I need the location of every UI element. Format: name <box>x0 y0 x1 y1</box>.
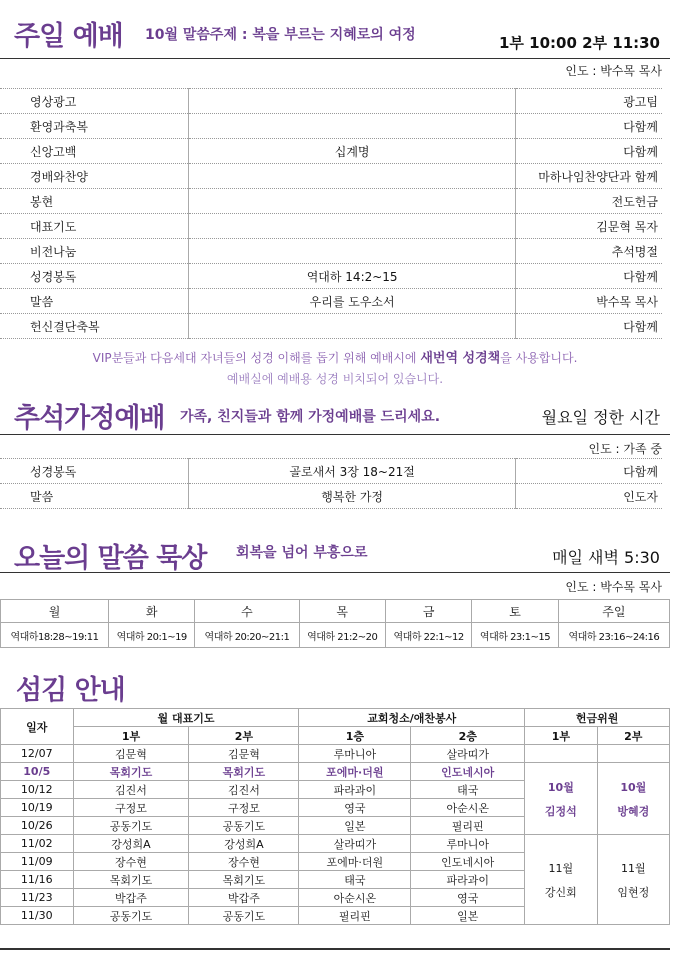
bible-note-bold: 새번역 성경책 <box>420 351 501 366</box>
prayer-2bu: 장수현 <box>189 853 299 871</box>
prayer-1bu: 공동기도 <box>73 817 189 835</box>
duty-date: 10/19 <box>1 799 74 817</box>
clean-1f: 루마니아 <box>299 745 411 763</box>
order-content <box>189 214 516 239</box>
meditation-day: 수 <box>195 600 299 623</box>
duty-date: 10/26 <box>1 817 74 835</box>
header-clean-2f: 2층 <box>411 727 525 745</box>
order-label: 말씀 <box>0 484 189 509</box>
header-prayer: 월 대표기도 <box>73 709 299 727</box>
offering-name: 방혜경 <box>617 804 650 818</box>
duty-row <box>1 745 670 763</box>
prayer-1bu: 목회기도 <box>73 763 189 781</box>
duty-table <box>0 708 670 925</box>
prayer-1bu: 김진서 <box>73 781 189 799</box>
offering-empty <box>597 745 669 763</box>
order-row <box>0 289 662 314</box>
sunday-time: 1부 10:00 2부 11:30 <box>498 34 660 52</box>
prayer-2bu: 박갑주 <box>189 889 299 907</box>
order-label: 비전나눔 <box>0 239 189 264</box>
order-row <box>0 459 662 484</box>
order-leader: 인도자 <box>516 484 662 509</box>
offering-month: 10월 <box>620 780 647 794</box>
order-label: 환영과축복 <box>0 114 189 139</box>
prayer-1bu: 공동기도 <box>73 907 189 925</box>
order-label: 경배와찬양 <box>0 164 189 189</box>
offering-name: 김정석 <box>544 804 577 818</box>
clean-1f: 살라띠가 <box>299 835 411 853</box>
prayer-2bu: 김진서 <box>189 781 299 799</box>
clean-1f: 영국 <box>299 799 411 817</box>
bible-note <box>0 347 670 366</box>
sunday-subtitle: 10월 말씀주제 : 복을 부르는 지혜로의 여정 <box>145 27 416 43</box>
prayer-2bu: 공동기도 <box>189 907 299 925</box>
order-row <box>0 114 662 139</box>
clean-2f: 루마니아 <box>411 835 525 853</box>
meditation-verse: 역대하 22:1~12 <box>385 623 471 648</box>
order-content <box>189 164 516 189</box>
meditation-verse: 역대하 23:16~24:16 <box>558 623 669 648</box>
prayer-1bu: 강성희A <box>73 835 189 853</box>
clean-1f: 포에마·더원 <box>299 763 411 781</box>
offering-month: 11월 <box>620 861 646 875</box>
chuseok-order-table <box>0 458 662 509</box>
clean-1f: 태국 <box>299 871 411 889</box>
duty-date: 10/12 <box>1 781 74 799</box>
offering-1bu-nov <box>525 835 597 925</box>
order-leader: 다함께 <box>516 139 662 164</box>
chuseok-leader: 인도 : 가족 중 <box>588 442 662 456</box>
clean-2f: 영국 <box>411 889 525 907</box>
prayer-2bu: 김문혁 <box>189 745 299 763</box>
prayer-1bu: 장수현 <box>73 853 189 871</box>
divider <box>0 58 670 59</box>
offering-month: 10월 <box>547 780 574 794</box>
order-label: 대표기도 <box>0 214 189 239</box>
prayer-2bu: 구정모 <box>189 799 299 817</box>
clean-2f: 태국 <box>411 781 525 799</box>
header-date: 일자 <box>1 709 74 745</box>
clean-2f: 인도네시아 <box>411 763 525 781</box>
sunday-order-table <box>0 88 662 339</box>
duty-date: 11/30 <box>1 907 74 925</box>
order-row <box>0 264 662 289</box>
meditation-day: 월 <box>1 600 109 623</box>
clean-2f: 필리핀 <box>411 817 525 835</box>
offering-2bu-nov <box>597 835 669 925</box>
order-leader: 박수목 목사 <box>516 289 662 314</box>
order-row <box>0 214 662 239</box>
header-offer-2bu: 2부 <box>597 727 669 745</box>
order-content: 행복한 가정 <box>189 484 516 509</box>
order-leader: 광고팀 <box>516 89 662 114</box>
clean-1f: 필리핀 <box>299 907 411 925</box>
order-row <box>0 189 662 214</box>
order-leader: 김문혁 목자 <box>516 214 662 239</box>
prayer-2bu: 목회기도 <box>189 763 299 781</box>
duty-date: 11/02 <box>1 835 74 853</box>
meditation-title: 오늘의 말씀 묵상 <box>14 543 207 574</box>
order-leader: 다함께 <box>516 314 662 339</box>
order-leader: 마하나임찬양단과 함께 <box>516 164 662 189</box>
clean-2f: 파라과이 <box>411 871 525 889</box>
header-offering: 헌금위원 <box>525 709 670 727</box>
offering-name: 강신회 <box>544 885 577 899</box>
meditation-table <box>0 599 670 648</box>
order-row <box>0 484 662 509</box>
prayer-1bu: 목회기도 <box>73 871 189 889</box>
clean-1f: 아순시온 <box>299 889 411 907</box>
header-cleaning: 교회청소/애찬봉사 <box>299 709 525 727</box>
clean-1f: 파라과이 <box>299 781 411 799</box>
duty-title: 섬김 안내 <box>16 675 125 706</box>
order-content: 우리를 도우소서 <box>189 289 516 314</box>
order-content <box>189 314 516 339</box>
header-prayer-1bu: 1부 <box>73 727 189 745</box>
meditation-day: 금 <box>385 600 471 623</box>
clean-2f: 인도네시아 <box>411 853 525 871</box>
order-row <box>0 239 662 264</box>
order-content: 역대하 14:2~15 <box>189 264 516 289</box>
meditation-day: 토 <box>472 600 558 623</box>
chuseok-subtitle: 가족, 친지들과 함께 가정예배를 드리세요. <box>180 409 441 425</box>
order-label: 봉현 <box>0 189 189 214</box>
chuseok-title: 추석가정예배 <box>14 403 165 434</box>
bible-note-2: 예배실에 예배용 성경 비치되어 있습니다. <box>226 372 444 386</box>
duty-date: 11/23 <box>1 889 74 907</box>
prayer-2bu: 목회기도 <box>189 871 299 889</box>
chuseok-time: 월요일 정한 시간 <box>541 408 660 427</box>
order-content <box>189 114 516 139</box>
bible-note-pre: VIP분들과 다음세대 자녀들의 성경 이해를 돕기 위해 예배시에 <box>92 351 421 365</box>
clean-1f: 포에마·더원 <box>299 853 411 871</box>
order-leader: 전도헌금 <box>516 189 662 214</box>
divider <box>0 572 670 573</box>
order-leader: 다함께 <box>516 459 662 484</box>
meditation-day: 화 <box>108 600 194 623</box>
meditation-day: 주일 <box>558 600 669 623</box>
order-content: 십계명 <box>189 139 516 164</box>
order-content <box>189 89 516 114</box>
clean-2f: 아순시온 <box>411 799 525 817</box>
header-offer-1bu: 1부 <box>525 727 597 745</box>
meditation-leader: 인도 : 박수목 목사 <box>565 580 662 594</box>
order-row <box>0 164 662 189</box>
sunday-leader: 인도 : 박수목 목사 <box>565 64 662 78</box>
duty-date: 11/09 <box>1 853 74 871</box>
meditation-time: 매일 새벽 5:30 <box>552 548 660 567</box>
prayer-1bu: 구정모 <box>73 799 189 817</box>
order-label: 성경봉독 <box>0 459 189 484</box>
meditation-subtitle: 회복을 넘어 부흥으로 <box>236 545 368 561</box>
offering-month: 11월 <box>548 861 574 875</box>
order-row <box>0 139 662 164</box>
duty-date: 10/5 <box>1 763 74 781</box>
sunday-title: 주일 예배 <box>14 21 123 52</box>
order-row <box>0 89 662 114</box>
meditation-verse: 역대하 20:1~19 <box>108 623 194 648</box>
order-leader: 다함께 <box>516 114 662 139</box>
order-content: 골로새서 3장 18~21절 <box>189 459 516 484</box>
order-label: 신앙고백 <box>0 139 189 164</box>
order-leader: 추석명절 <box>516 239 662 264</box>
meditation-verse: 역대하 21:2~20 <box>299 623 385 648</box>
bible-note-post: 을 사용합니다. <box>500 351 578 365</box>
order-label: 영상광고 <box>0 89 189 114</box>
clean-1f: 일본 <box>299 817 411 835</box>
duty-date: 12/07 <box>1 745 74 763</box>
offering-name: 임현정 <box>617 885 650 899</box>
prayer-2bu: 공동기도 <box>189 817 299 835</box>
order-label: 헌신결단축복 <box>0 314 189 339</box>
bottom-divider <box>0 948 670 950</box>
meditation-day: 목 <box>299 600 385 623</box>
duty-row <box>1 835 670 853</box>
meditation-verse: 역대하 23:1~15 <box>472 623 558 648</box>
clean-2f: 살라띠가 <box>411 745 525 763</box>
meditation-verse: 역대하18:28~19:11 <box>1 623 109 648</box>
divider <box>0 434 670 435</box>
meditation-verse: 역대하 20:20~21:1 <box>195 623 299 648</box>
clean-2f: 일본 <box>411 907 525 925</box>
offering-empty <box>525 745 597 763</box>
order-label: 말씀 <box>0 289 189 314</box>
offering-2bu-oct <box>597 763 669 835</box>
offering-1bu-oct <box>525 763 597 835</box>
prayer-2bu: 강성희A <box>189 835 299 853</box>
prayer-1bu: 김문혁 <box>73 745 189 763</box>
header-prayer-2bu: 2부 <box>189 727 299 745</box>
order-leader: 다함께 <box>516 264 662 289</box>
order-row <box>0 314 662 339</box>
order-label: 성경봉독 <box>0 264 189 289</box>
order-content <box>189 239 516 264</box>
duty-date: 11/16 <box>1 871 74 889</box>
duty-row <box>1 763 670 781</box>
header-clean-1f: 1층 <box>299 727 411 745</box>
order-content <box>189 189 516 214</box>
prayer-1bu: 박갑주 <box>73 889 189 907</box>
